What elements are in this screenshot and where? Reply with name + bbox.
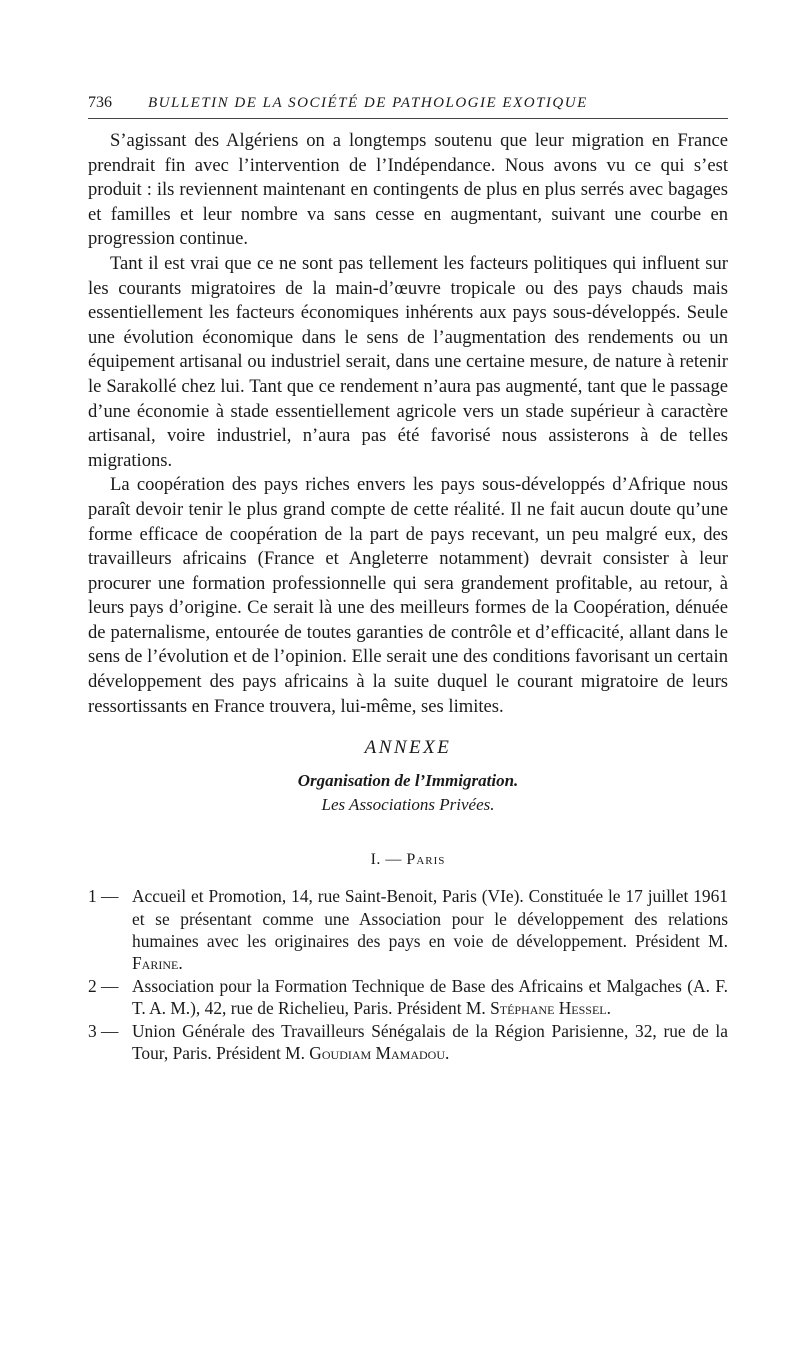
item-text — [132, 1020, 728, 1065]
item-description: Union Générale des Travailleurs Sénégalais de la Région Parisienne, 32, rue de la Tour, Paris. Président M. — [132, 1020, 728, 1064]
association-list — [88, 885, 728, 1064]
list-item — [88, 885, 728, 975]
page-number: 736 — [88, 94, 112, 111]
item-text — [132, 885, 728, 975]
item-end: . — [178, 953, 183, 974]
page — [88, 88, 728, 1065]
item-number: 2 — — [88, 975, 119, 996]
annex-subtitle: Organisation de l’Immigration. — [297, 771, 519, 791]
item-text — [132, 975, 728, 1020]
article-body — [88, 129, 728, 719]
item-description: Accueil et Promotion, 14, rue Saint-Benoit, Paris (VIe). Constituée le 17 juillet 1961 et se présentant comme une Association pour le développement des relations humaines avec les originaires des pays en voie de développement. Président M. — [132, 886, 728, 952]
section-name: Paris — [406, 851, 446, 869]
item-end: . — [445, 1043, 450, 1064]
running-head — [88, 88, 728, 119]
list-item — [88, 1020, 728, 1065]
journal-title: BULLETIN DE LA SOCIÉTÉ DE PATHOLOGIE EXOTIQUE — [148, 95, 588, 111]
section-heading — [88, 849, 728, 871]
section-roman: I. — — [370, 851, 402, 869]
annex-title: ANNEXE — [364, 737, 452, 759]
item-number: 3 — — [88, 1020, 119, 1041]
item-end: . — [606, 998, 612, 1019]
item-description: Association pour la Formation Technique de Base des Africains et Malgaches (A. F. T. A. M.), 42, rue de Richelieu, Paris. Président M. — [132, 975, 728, 1019]
paragraph: S’agissant des Algériens on a longtemps soutenu que leur migration en France prendrait fin avec l’intervention de l’Indépendance. Nous avons vu ce qui s’est produit : ils reviennent maintenant en contingents de plus en plus serrés avec bagages et familles et leur nombre va sans cesse en augmentant, suivant une courbe en progression continue. — [88, 130, 728, 250]
item-president: Farine — [132, 953, 179, 974]
annex-subtitle-2: Les Associations Privées. — [321, 795, 495, 815]
paragraph: Tant il est vrai que ce ne sont pas tellement les facteurs politiques qui influent sur les courants migratoires de la main-d’œuvre tropicale ou des pays chauds mais essentiellement les facteurs économiques inhérents aux pays sous-développés. Seule une évolution économique dans le sens de l’augmentation des rendements ou un équipement artisanal ou industriel serait, dans une certaine mesure, de nature à retenir le Sarakollé chez lui. Tant que ce rendement n’aura pas augmenté, tant que le passage d’une économie à stade essentiellement agricole vers un stade supérieur à caractère artisanal, voire industriel, n’aura pas été favorisé nous assisterons à de telles migrations. — [88, 252, 728, 471]
paragraph: La coopération des pays riches envers les pays sous-développés d’Afrique nous paraît devoir tenir le plus grand compte de cette réalité. Il ne fait aucun doute qu’une forme efficace de coopération de la part de pays recevant, un peu malgré eux, des travailleurs africains (France et Angleterre notamment) devrait consister à leur procurer une formation professionnelle qui sera grandement profitable, au retour, à leurs pays d’origine. Ce serait là une des meilleurs formes de la Coopération, dénuée de paternalisme, entourée de toutes garanties de contrôle et d’efficacité, allant dans le sens de l’évolution et de l’opinion. Elle serait une des conditions favorisant un certain développement des pays africains à la suite duquel le courant migratoire de leurs ressortissants en France trouvera, lui-même, ses limites. — [88, 474, 728, 717]
item-number: 1 — — [88, 886, 119, 907]
item-president: Stéphane Hessel — [490, 998, 607, 1019]
list-item — [88, 975, 728, 1020]
item-president: Goudiam Mamadou — [309, 1043, 445, 1064]
